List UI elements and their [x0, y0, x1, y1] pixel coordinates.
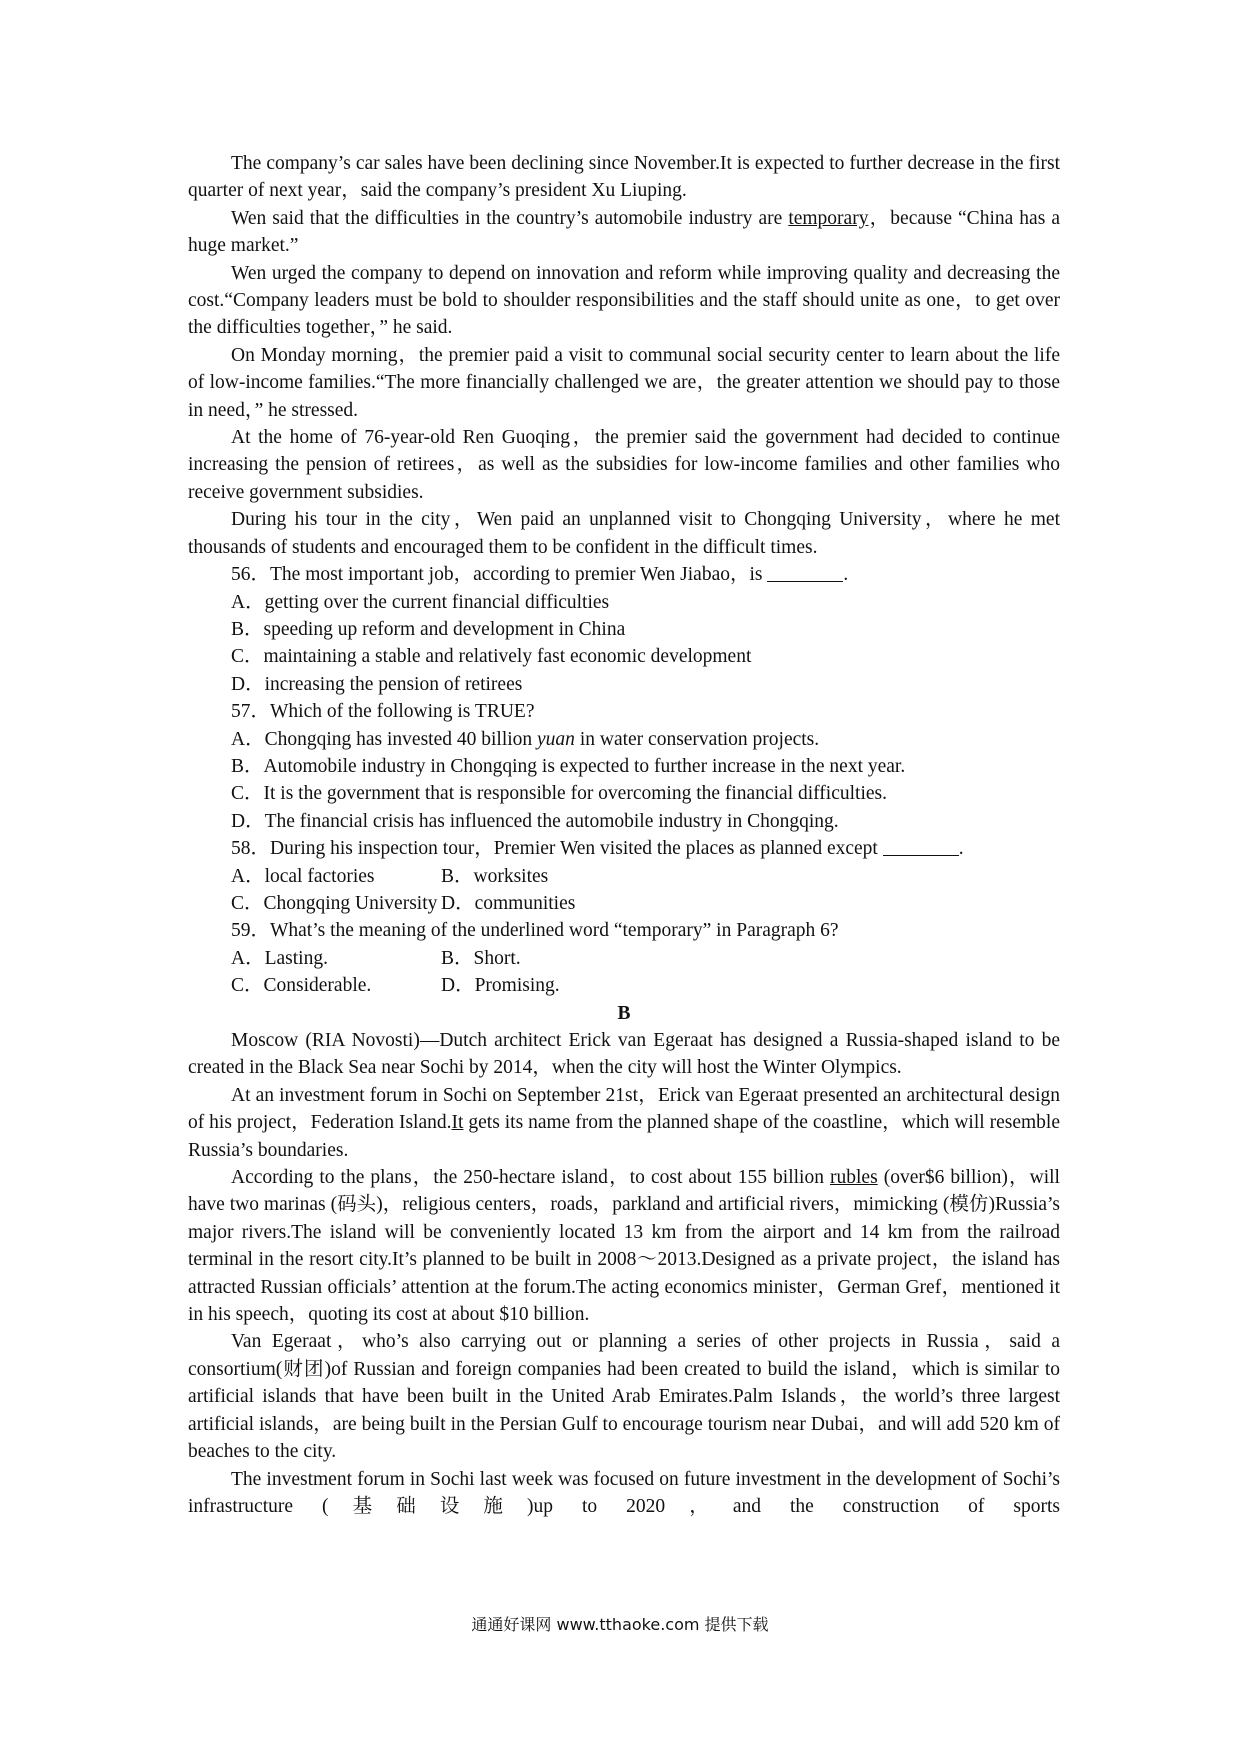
answer-blank: [767, 562, 843, 583]
option: A．getting over the current financial difficulties: [231, 591, 610, 613]
option-row: [188, 863, 1060, 890]
option: C．It is the government that is responsible for overcoming the financial difficulties.: [231, 783, 887, 805]
option: C．Chongqing University: [231, 892, 438, 914]
option: D．communities: [441, 892, 576, 914]
option: D．Promising.: [441, 975, 560, 997]
paragraph: Van Egeraat，who’s also carrying out or planning a series of other projects in Russia，said a consortium(财团)of Russian and foreign companies had been created to build the island，which is similar to artificial islands that have been built in the United Arab Emirates.Palm Islands，the world’s three largest artificial islands，are being built in the Persian Gulf to encourage tourism near Dubai，and will add 520 km of beaches to the city.: [188, 1331, 1060, 1463]
page-footer: 通通好课网 www.tthaoke.com 提供下载: [471, 1615, 769, 1634]
paragraph: The company’s car sales have been declining since November.It is expected to further decrease in the first quarter of next year，said the company’s president Xu Liuping.: [188, 153, 1060, 202]
option: B．Short.: [441, 947, 521, 969]
option: D．The financial crisis has influenced the automobile industry in Chongqing.: [231, 810, 839, 832]
paragraph: According to the plans，the 250-hectare island，to cost about 155 billion rubles (over$6 billion)，will have two marinas (码头)，religious centers，roads，parkland and artificial rivers，mimicking (模仿)Russia’s major rivers.The island will be conveniently located 13 km from the airport and 14 km from the railroad terminal in the resort city.It’s planned to be built in 2008～2013.Designed as a private project，the island has attracted Russian officials’ attention at the forum.The acting economics minister，German Gref，mentioned it in his speech，quoting its cost at about $10 billion.: [188, 1167, 1060, 1326]
option: B．worksites: [441, 865, 549, 887]
paragraph: Moscow (RIA Novosti)—Dutch architect Erick van Egeraat has designed a Russia-shaped island to be created in the Black Sea near Sochi by 2014，when the city will host the Winter Olympics.: [188, 1030, 1060, 1079]
question-57: 57．Which of the following is TRUE?: [231, 701, 535, 723]
question-59: 59．What’s the meaning of the underlined word “temporary” in Paragraph 6?: [231, 920, 839, 942]
question-56: 56．The most important job，according to premier Wen Jiabao，is .: [188, 561, 1060, 588]
option: C．Considerable.: [231, 975, 372, 997]
option: A．Chongqing has invested 40 billion yuan in water conservation projects.: [231, 728, 820, 750]
paragraph: During his tour in the city，Wen paid an unplanned visit to Chongqing University，where he met thousands of students and encouraged them to be confident in the difficult times.: [188, 509, 1060, 558]
underlined-word: rubles: [830, 1167, 878, 1189]
question-58: 58．During his inspection tour，Premier Wen visited the places as planned except .: [188, 835, 1060, 862]
option-row: [188, 945, 1060, 972]
option: D．increasing the pension of retirees: [231, 673, 523, 695]
paragraph: Wen said that the difficulties in the country’s automobile industry are temporary，because “China has a huge market.”: [188, 207, 1060, 257]
section-heading: B: [617, 1002, 631, 1024]
paragraph: At the home of 76-year-old Ren Guoqing，the premier said the government had decided to continue increasing the pension of retirees，as well as the subsidies for low-income families and other families who receive government subsidies.: [188, 427, 1060, 503]
option: A．Lasting.: [231, 947, 328, 969]
option-row: [188, 890, 1060, 917]
option: B．speeding up reform and development in China: [231, 618, 626, 640]
option: A．local factories: [231, 865, 375, 887]
underlined-word: It: [451, 1112, 464, 1134]
option: B．Automobile industry in Chongqing is expected to further increase in the next year.: [231, 755, 906, 777]
option: C．maintaining a stable and relatively fast economic development: [231, 646, 752, 668]
answer-blank: [883, 836, 959, 857]
underlined-word: temporary: [788, 207, 869, 229]
paragraph: On Monday morning，the premier paid a visit to communal social security center to learn about the life of low-income families.“The more financially challenged we are，the greater attention we should pay to those in need，” he stressed.: [188, 344, 1060, 421]
paragraph: Wen urged the company to depend on innovation and reform while improving quality and decreasing the cost.“Company leaders must be bold to shoulder responsibilities and the staff should unite as one，to get over the difficulties together，” he said.: [188, 262, 1060, 339]
reading-passage: [188, 150, 1060, 1520]
paragraph: The investment forum in Sochi last week was focused on future investment in the development of Sochi’s infrastructure (基础设施)up to 2020，and the construction of sports: [188, 1468, 1060, 1517]
paragraph: At an investment forum in Sochi on September 21st，Erick van Egeraat presented an architectural design of his project，Federation Island.It gets its name from the planned shape of the coastline，which will resemble Russia’s boundaries.: [188, 1084, 1060, 1161]
option-row: [188, 972, 1060, 999]
